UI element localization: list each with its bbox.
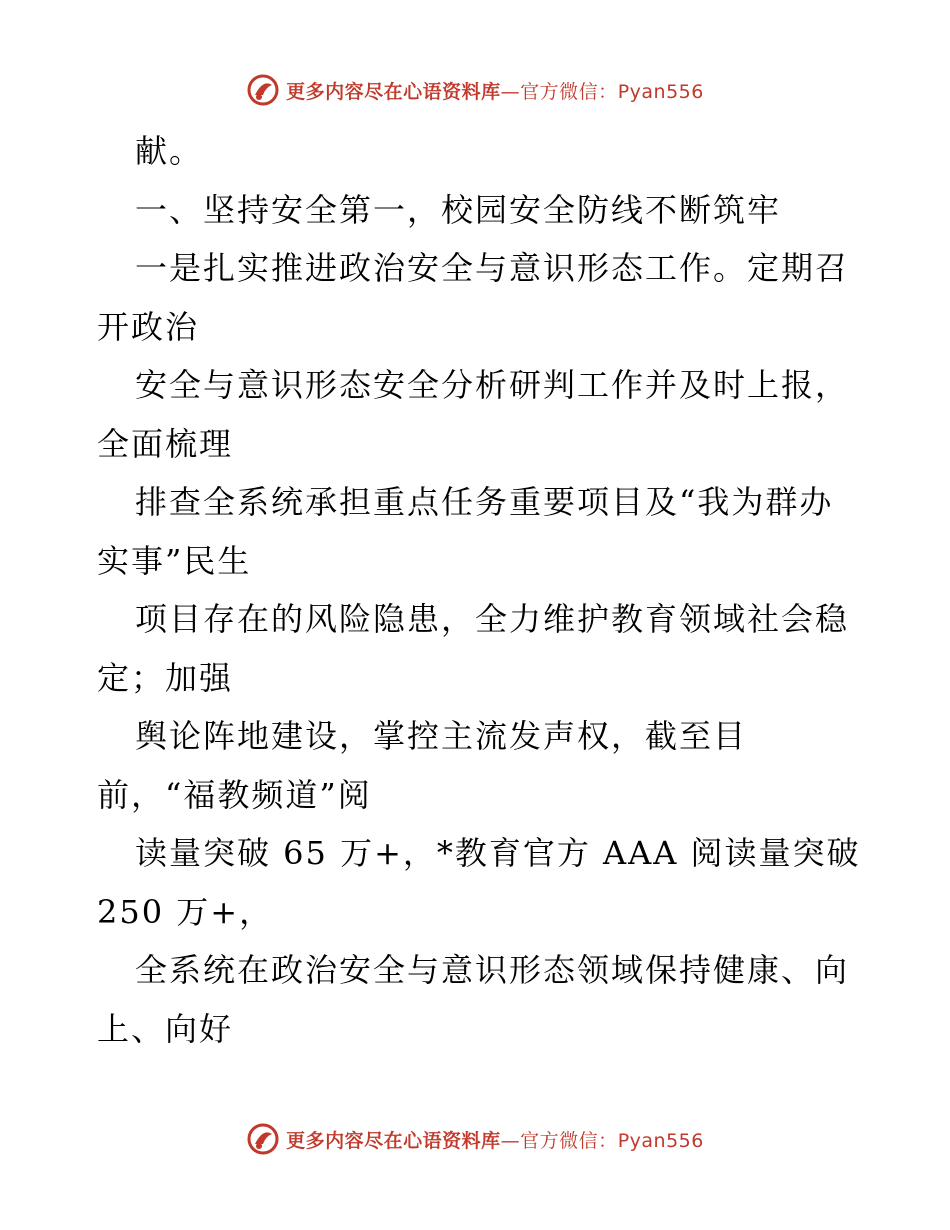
- text-line: 上、向好: [97, 1009, 234, 1048]
- text-line: 全系统在政治安全与意识形态领域保持健康、向: [135, 951, 850, 989]
- text-line: 定；加强: [97, 658, 234, 697]
- text-line: 250 万+，: [97, 892, 274, 931]
- header-banner: [0, 70, 950, 110]
- footer-wechat-label: 官方微信：: [520, 1129, 618, 1152]
- footer-banner-text: [286, 1126, 704, 1153]
- header-banner-text: [286, 77, 704, 104]
- section-heading: 一、坚持安全第一，校园安全防线不断筑牢: [135, 190, 782, 229]
- text-line: 实事”民生: [97, 541, 252, 580]
- text-line: 读量突破 65 万+，*教育官方 AAA 阅读量突破: [135, 834, 861, 872]
- text-line: 前，“福教频道”阅: [97, 775, 372, 814]
- footer-separator: —: [500, 1129, 521, 1152]
- text-line: 开政治: [97, 307, 200, 346]
- header-site-text: 更多内容尽在心语资料库: [286, 80, 501, 103]
- header-wechat-id: Pyan556: [617, 80, 704, 103]
- footer-wechat-id: Pyan556: [617, 1129, 704, 1152]
- header-wechat-label: 官方微信：: [520, 80, 618, 103]
- text-line: 全面梳理: [97, 424, 234, 463]
- text-line: 舆论阵地建设，掌控主流发声权，截至目: [135, 717, 748, 755]
- text-line: 献。: [135, 132, 204, 170]
- brand-logo-icon: [246, 1122, 280, 1156]
- header-separator: —: [500, 80, 521, 103]
- footer-banner: [0, 1119, 950, 1159]
- text-line: 项目存在的风险隐患，全力维护教育领域社会稳: [135, 600, 850, 638]
- text-line: 排查全系统承担重点任务重要项目及“我为群办: [135, 483, 834, 521]
- text-line: 一是扎实推进政治安全与意识形态工作。定期召: [135, 249, 850, 287]
- text-line: 安全与意识形态安全分析研判工作并及时上报，: [135, 366, 850, 404]
- document-body: [97, 122, 861, 1058]
- brand-logo-icon: [246, 73, 280, 107]
- footer-site-text: 更多内容尽在心语资料库: [286, 1129, 501, 1152]
